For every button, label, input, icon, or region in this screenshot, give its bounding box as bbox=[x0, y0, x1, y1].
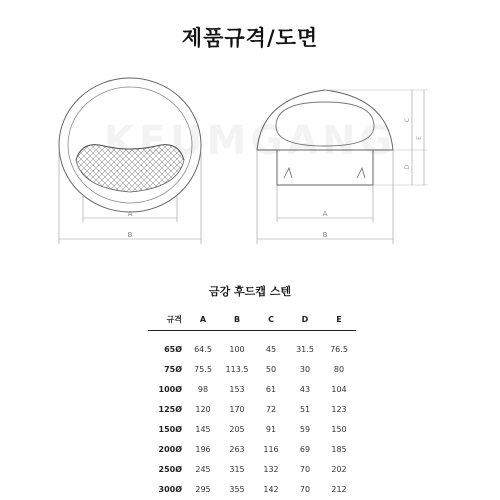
cell-size: 65Ø bbox=[164, 344, 182, 354]
table-row bbox=[148, 399, 356, 419]
cell-e: 212 bbox=[331, 484, 347, 494]
header-e: E bbox=[322, 312, 356, 331]
header-size: 규격 bbox=[148, 312, 186, 331]
cell-b: 100 bbox=[229, 344, 245, 354]
table-row bbox=[148, 459, 356, 479]
cell-size: 150Ø bbox=[158, 424, 182, 434]
cell-e: 80 bbox=[333, 364, 345, 374]
table-header-row bbox=[148, 312, 356, 331]
table-row bbox=[148, 359, 356, 379]
cell-a: 196 bbox=[195, 444, 211, 454]
page-title: 제품규격/도면 bbox=[181, 26, 319, 50]
cell-a: 64.5 bbox=[194, 344, 212, 354]
table-row bbox=[148, 419, 356, 439]
cell-size: 250Ø bbox=[158, 464, 182, 474]
table-row bbox=[148, 439, 356, 459]
cell-d: 30 bbox=[299, 364, 311, 374]
side-tab-left bbox=[284, 168, 292, 178]
cell-size: 200Ø bbox=[158, 444, 182, 454]
cell-b: 315 bbox=[229, 464, 245, 474]
cell-e: 202 bbox=[331, 464, 347, 474]
cell-e: 150 bbox=[331, 424, 347, 434]
cell-c: 61 bbox=[265, 384, 277, 394]
cell-b: 205 bbox=[229, 424, 245, 434]
cell-a: 75.5 bbox=[194, 364, 212, 374]
cell-b: 113.5 bbox=[225, 364, 249, 374]
cell-c: 72 bbox=[265, 404, 277, 414]
cell-size: 125Ø bbox=[158, 404, 182, 414]
cell-a: 245 bbox=[195, 464, 211, 474]
side-dim-c-label: C bbox=[404, 117, 411, 123]
cell-c: 45 bbox=[265, 344, 277, 354]
cell-b: 263 bbox=[229, 444, 245, 454]
header-d: D bbox=[288, 312, 322, 331]
cell-b: 153 bbox=[229, 384, 245, 394]
cell-d: 31.5 bbox=[296, 344, 314, 354]
cell-c: 91 bbox=[265, 424, 277, 434]
cell-e: 104 bbox=[331, 384, 347, 394]
side-dim-b-label: B bbox=[322, 231, 328, 239]
cell-e: 185 bbox=[331, 444, 347, 454]
cell-size: 100Ø bbox=[158, 384, 182, 394]
cell-size: 75Ø bbox=[164, 364, 182, 374]
table-title: 금강 후드캡 스텐 bbox=[208, 285, 292, 298]
side-dim-e-label: E bbox=[416, 136, 423, 140]
cell-c: 132 bbox=[263, 464, 279, 474]
spec-table bbox=[148, 312, 356, 499]
header-a: A bbox=[186, 312, 220, 331]
side-tab-right bbox=[357, 168, 365, 178]
cell-a: 295 bbox=[195, 484, 211, 494]
cell-b: 355 bbox=[229, 484, 245, 494]
cell-e: 123 bbox=[331, 404, 347, 414]
side-view bbox=[257, 90, 428, 244]
front-dim-b-label: B bbox=[127, 231, 133, 239]
header-c: C bbox=[254, 312, 288, 331]
cell-c: 50 bbox=[265, 364, 277, 374]
cell-d: 51 bbox=[299, 404, 311, 414]
cell-size: 300Ø bbox=[158, 484, 182, 494]
cell-a: 145 bbox=[195, 424, 211, 434]
cell-a: 98 bbox=[197, 384, 209, 394]
cell-d: 43 bbox=[299, 384, 311, 394]
cell-c: 116 bbox=[263, 444, 279, 454]
side-dim-inner-label: A bbox=[322, 210, 328, 218]
brand-watermark bbox=[60, 118, 440, 164]
cell-b: 170 bbox=[229, 404, 245, 414]
cell-a: 120 bbox=[195, 404, 211, 414]
cell-c: 142 bbox=[263, 484, 279, 494]
front-dim-a-label: A bbox=[127, 210, 133, 218]
table-row bbox=[148, 379, 356, 399]
cell-d: 70 bbox=[299, 484, 311, 494]
header-b: B bbox=[220, 312, 254, 331]
cell-d: 69 bbox=[299, 444, 311, 454]
cell-d: 59 bbox=[299, 424, 311, 434]
cell-d: 70 bbox=[299, 464, 311, 474]
table-row bbox=[148, 331, 356, 360]
side-dim-d-label: D bbox=[404, 164, 411, 170]
table-row bbox=[148, 479, 356, 499]
cell-e: 76.5 bbox=[330, 344, 348, 354]
